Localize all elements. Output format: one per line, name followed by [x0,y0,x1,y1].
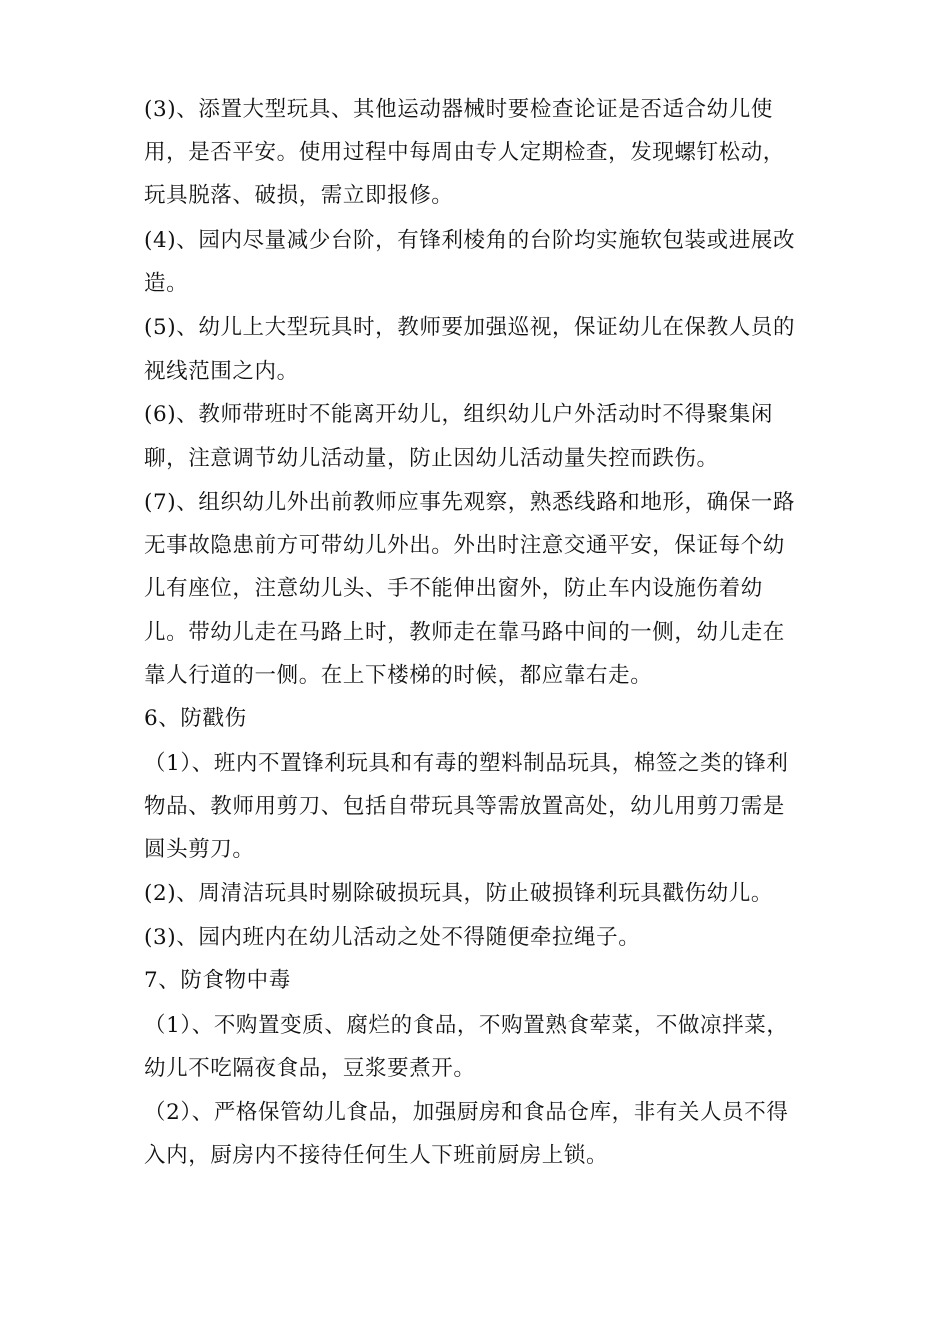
text-line: (2)、周清洁玩具时剔除破损玩具，防止破损锋利玩具戳伤幼儿。 [144,881,773,906]
text-line: 靠人行道的一侧。在上下楼梯的时候，都应靠右走。 [144,663,653,688]
text-line: 物品、教师用剪刀、包括自带玩具等需放置高处，幼儿用剪刀需是 [144,794,785,819]
text-line: （2）、严格保管幼儿食品，加强厨房和食品仓库，非有关人员不得 [144,1100,789,1125]
text-line: (3)、园内班内在幼儿活动之处不得随便牵拉绳子。 [144,925,641,950]
text-line: 玩具脱落、破损，需立即报修。 [144,183,454,208]
text-line: 造。 [144,271,189,296]
text-line: 聊，注意调节幼儿活动量，防止因幼儿活动量失控而跌伤。 [144,446,719,471]
text-line: 儿有座位，注意幼儿头、手不能伸出窗外，防止车内设施伤着幼 [144,576,763,601]
text-line: (4)、园内尽量减少台阶，有锋利棱角的台阶均实施软包装或进展改 [144,228,796,253]
text-line: 视线范围之内。 [144,359,299,384]
section-heading: 6、防戳伤 [144,706,247,731]
text-line: 儿。带幼儿走在马路上时，教师走在靠马路中间的一侧，幼儿走在 [144,620,785,645]
text-line: (5)、幼儿上大型玩具时，教师要加强巡视，保证幼儿在保教人员的 [144,315,796,340]
text-line: 无事故隐患前方可带幼儿外出。外出时注意交通平安，保证每个幼 [144,533,785,558]
text-line: （1）、不购置变质、腐烂的食品，不购置熟食荤菜，不做凉拌菜， [144,1013,789,1038]
text-line: 用，是否平安。使用过程中每周由专人定期检查，发现螺钉松动， [144,140,785,165]
text-line: (3)、添置大型玩具、其他运动器械时要检查论证是否适合幼儿使 [144,97,773,122]
text-line: (7)、组织幼儿外出前教师应事先观察，熟悉线路和地形，确保一路 [144,490,796,515]
text-line: （1）、班内不置锋利玩具和有毒的塑料制品玩具，棉签之类的锋利 [144,751,789,776]
text-line: 幼儿不吃隔夜食品，豆浆要煮开。 [144,1056,476,1081]
section-heading: 7、防食物中毒 [144,968,291,993]
text-line: 圆头剪刀。 [144,837,255,862]
text-line: (6)、教师带班时不能离开幼儿，组织幼儿户外活动时不得聚集闲 [144,402,773,427]
text-line: 入内，厨房内不接待任何生人下班前厨房上锁。 [144,1143,609,1168]
